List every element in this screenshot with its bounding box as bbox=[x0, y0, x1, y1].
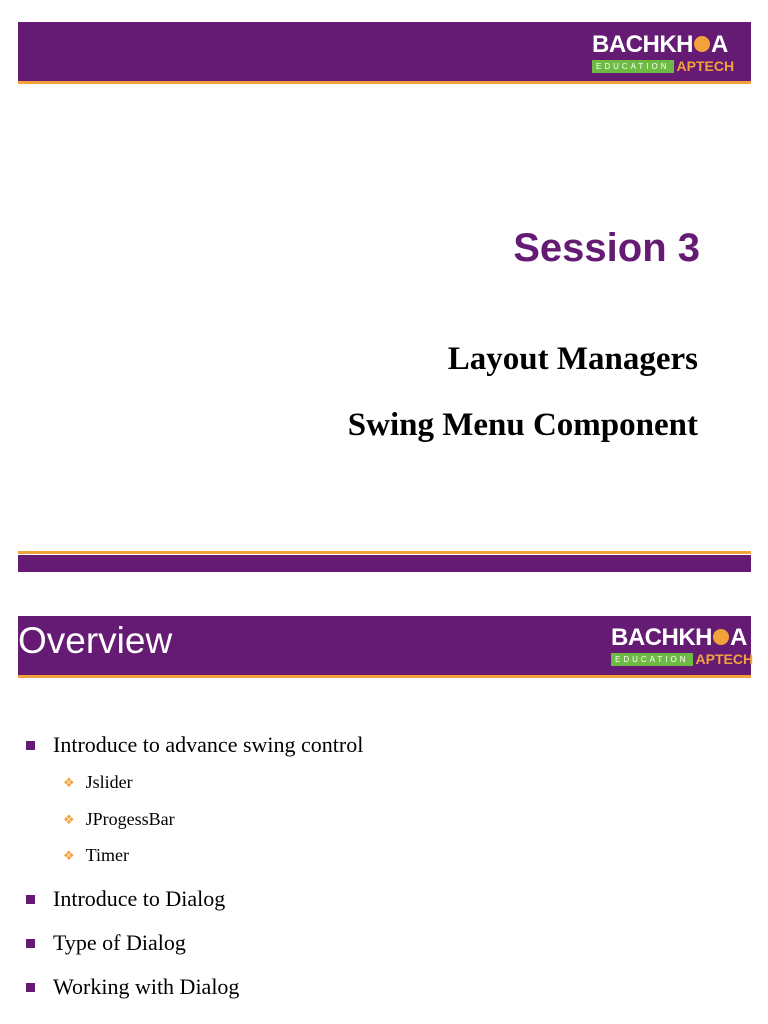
list-item: Introduce to Dialog bbox=[26, 886, 225, 912]
diamond-bullet-icon: ❖ bbox=[63, 774, 75, 790]
square-bullet-icon bbox=[26, 895, 35, 904]
square-bullet-icon bbox=[26, 983, 35, 992]
list-item: Working with Dialog bbox=[26, 974, 239, 1000]
globe-icon bbox=[713, 629, 729, 645]
sub-list-item: ❖ Jslider bbox=[63, 772, 133, 792]
slide1-footer-band bbox=[18, 555, 751, 572]
subtitle-layout-managers: Layout Managers bbox=[447, 341, 698, 377]
bachkhoa-aptech-logo: BACHKH A EDUCATION APTECH bbox=[611, 624, 754, 667]
list-item: Introduce to advance swing control bbox=[26, 732, 363, 758]
list-item: Type of Dialog bbox=[26, 930, 186, 956]
subtitle-swing-menu-component: Swing Menu Component bbox=[347, 407, 698, 443]
square-bullet-icon bbox=[26, 939, 35, 948]
sub-list-item: ❖ JProgessBar bbox=[63, 809, 175, 829]
square-bullet-icon bbox=[26, 741, 35, 750]
globe-icon bbox=[694, 36, 710, 52]
diamond-bullet-icon: ❖ bbox=[63, 811, 75, 827]
overview-title: Overview bbox=[18, 620, 173, 661]
slide1-header-divider bbox=[18, 81, 751, 84]
diamond-bullet-icon: ❖ bbox=[63, 847, 75, 863]
session-title: Session 3 bbox=[513, 226, 700, 270]
sub-list-item: ❖ Timer bbox=[63, 845, 130, 865]
bachkhoa-aptech-logo: BACHKH A EDUCATION APTECH bbox=[592, 31, 735, 74]
slide1-footer-divider bbox=[18, 551, 751, 554]
slide2-header-divider bbox=[18, 675, 751, 678]
